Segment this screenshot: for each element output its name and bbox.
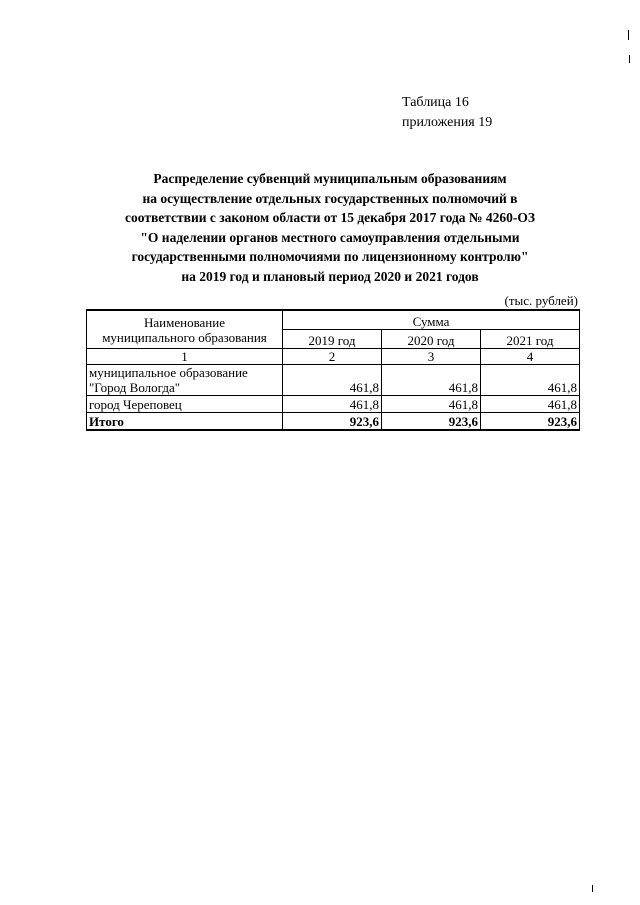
value-cell: 461,8 bbox=[283, 365, 382, 396]
column-numbers-row bbox=[87, 349, 580, 365]
title-line: государственными полномочиями по лицензионному контролю" bbox=[131, 249, 529, 264]
appendix-number: приложения 19 bbox=[402, 115, 493, 130]
table-reference bbox=[402, 93, 492, 133]
header-name-cell bbox=[87, 310, 283, 349]
title-line: на осуществление отдельных государственных полномочий в bbox=[142, 190, 518, 206]
year-cell: 2019 год bbox=[283, 330, 382, 349]
units-label: (тыс. рублей) bbox=[504, 293, 578, 308]
title-line: на 2019 год и плановый период 2020 и 2021 годов bbox=[181, 268, 479, 284]
column-number-cell: 1 bbox=[87, 349, 283, 365]
title-line: соответствии с законом области от 15 декабря 2017 года № 4260-ОЗ bbox=[125, 210, 535, 225]
row-name-cell: город Череповец bbox=[87, 396, 283, 413]
row-name-line: муниципальное образование bbox=[89, 365, 248, 380]
row-name-line: "Город Вологда" bbox=[89, 380, 181, 395]
value-cell: 461,8 bbox=[382, 365, 481, 396]
total-value-cell: 923,6 bbox=[283, 413, 382, 431]
total-value-cell: 923,6 bbox=[382, 413, 481, 431]
column-number-cell: 4 bbox=[481, 349, 580, 365]
title-line: "О наделении органов местного самоуправления отдельными bbox=[140, 229, 520, 245]
total-row bbox=[87, 413, 580, 431]
header-name-line: Наименование bbox=[144, 314, 225, 330]
table-row bbox=[87, 365, 580, 396]
year-cell: 2020 год bbox=[382, 330, 481, 349]
header-row bbox=[87, 310, 580, 330]
header-sum-cell: Сумма bbox=[283, 310, 580, 330]
scan-edge-mark bbox=[628, 30, 629, 40]
scan-edge-mark bbox=[629, 55, 630, 63]
value-cell: 461,8 bbox=[382, 396, 481, 413]
header-name-line: муниципального образования bbox=[102, 329, 267, 345]
document-title bbox=[60, 169, 600, 286]
value-cell: 461,8 bbox=[481, 396, 580, 413]
year-cell: 2021 год bbox=[481, 330, 580, 349]
total-label-cell: Итого bbox=[87, 413, 283, 431]
title-line: Распределение субвенций муниципальным образованиям bbox=[153, 171, 507, 186]
table-number: Таблица 16 bbox=[402, 95, 469, 110]
subsidy-table bbox=[86, 309, 580, 431]
scan-edge-mark bbox=[592, 885, 593, 892]
total-value-cell: 923,6 bbox=[481, 413, 580, 431]
table-row bbox=[87, 396, 580, 413]
row-name-cell bbox=[87, 365, 283, 396]
value-cell: 461,8 bbox=[283, 396, 382, 413]
column-number-cell: 2 bbox=[283, 349, 382, 365]
value-cell: 461,8 bbox=[481, 365, 580, 396]
column-number-cell: 3 bbox=[382, 349, 481, 365]
